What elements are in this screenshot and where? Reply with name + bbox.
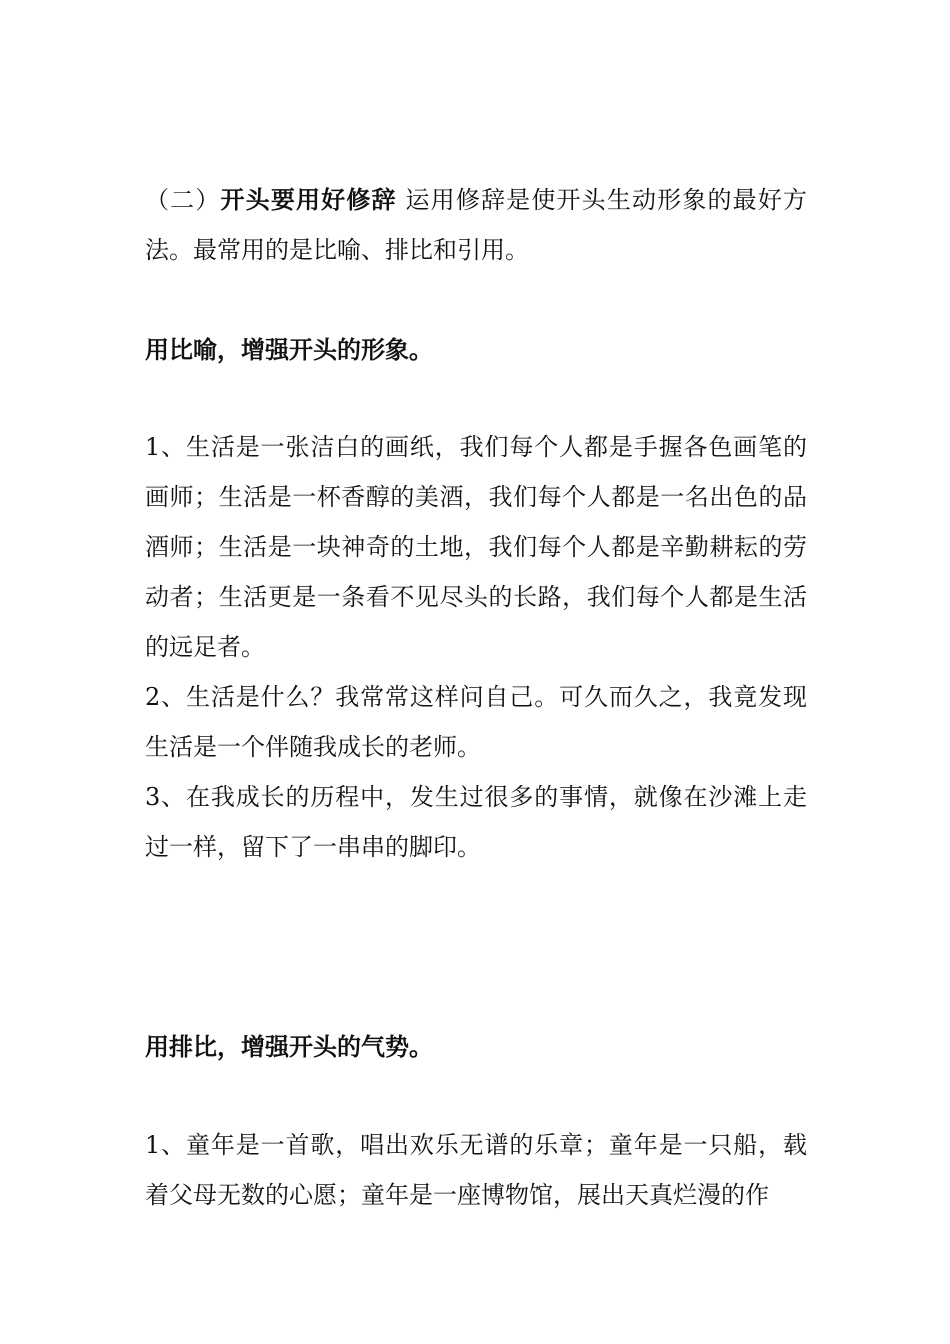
metaphor-heading: 用比喻，增强开头的形象。 — [145, 335, 433, 364]
intro-prefix: （二） — [145, 186, 221, 214]
intro-paragraph — [145, 175, 807, 275]
parallelism-list — [145, 1120, 807, 1220]
parallelism-item-1: 1、童年是一首歌，唱出欢乐无谱的乐章；童年是一只船，载着父母无数的心愿；童年是一座博物馆，展出天真烂漫的作 — [145, 1131, 807, 1209]
metaphor-item-3: 3、在我成长的历程中，发生过很多的事情，就像在沙滩上走过一样，留下了一串串的脚印。 — [145, 783, 807, 861]
metaphor-item-2: 2、生活是什么？我常常这样问自己。可久而久之，我竟发现生活是一个伴随我成长的老师。 — [145, 683, 807, 761]
metaphor-item-1: 1、生活是一张洁白的画纸，我们每个人都是手握各色画笔的画师；生活是一杯香醇的美酒，我们每个人都是一名出色的品酒师；生活是一块神奇的土地，我们每个人都是辛勤耕耘的劳动者；生活更是一条看不见尽头的长路，我们每个人都是生活的远足者。 — [145, 433, 807, 661]
intro-text: 运用修辞是使开头生动形象的最好方法。最常用的是比喻、排比和引用。 — [145, 186, 808, 264]
metaphor-list — [145, 422, 807, 872]
parallelism-heading: 用排比，增强开头的气势。 — [145, 1032, 433, 1061]
intro-bold-title: 开头要用好修辞 — [220, 185, 397, 214]
